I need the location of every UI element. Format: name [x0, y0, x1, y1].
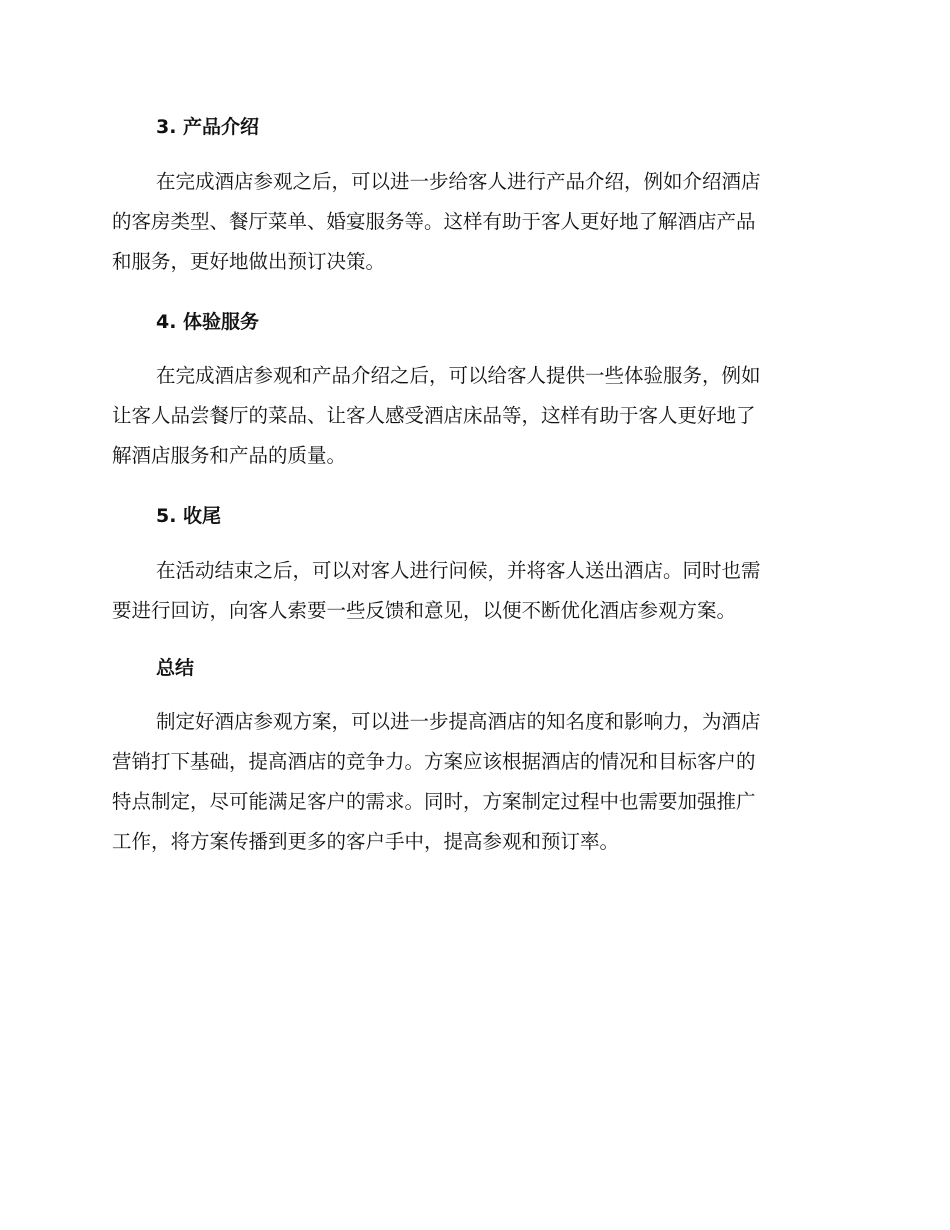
- paragraph-line: 的客房类型、餐厅菜单、婚宴服务等。这样有助于客人更好地了解酒店产品: [112, 210, 756, 233]
- paragraph-line: 在完成酒店参观之后，可以进一步给客人进行产品介绍，例如介绍酒店: [156, 170, 761, 193]
- section-paragraph-summary: [112, 702, 832, 862]
- paragraph-line: 要进行回访，向客人索要一些反馈和意见，以便不断优化酒店参观方案。: [112, 599, 737, 622]
- section-heading-product-intro: 3. 产品介绍: [156, 116, 260, 138]
- paragraph-line: 制定好酒店参观方案，可以进一步提高酒店的知名度和影响力，为酒店: [156, 710, 761, 733]
- paragraph-line: 工作，将方案传播到更多的客户手中，提高参观和预订率。: [112, 830, 620, 853]
- paragraph-line: 在活动结束之后，可以对客人进行问候，并将客人送出酒店。同时也需: [156, 559, 761, 582]
- paragraph-line: 在完成酒店参观和产品介绍之后，可以给客人提供一些体验服务，例如: [156, 364, 761, 387]
- section-heading-experience: 4. 体验服务: [156, 311, 260, 333]
- section-paragraph-product-intro: [112, 162, 832, 282]
- paragraph-line: 和服务，更好地做出预订决策。: [112, 250, 386, 273]
- paragraph-line: 特点制定，尽可能满足客户的需求。同时，方案制定过程中也需要加强推广: [112, 790, 756, 813]
- section-paragraph-experience: [112, 356, 832, 476]
- section-heading-closing: 5. 收尾: [156, 505, 222, 527]
- paragraph-line: 让客人品尝餐厅的菜品、让客人感受酒店床品等，这样有助于客人更好地了: [112, 404, 756, 427]
- section-paragraph-closing: [112, 551, 832, 631]
- paragraph-line: 营销打下基础，提高酒店的竞争力。方案应该根据酒店的情况和目标客户的: [112, 750, 756, 773]
- paragraph-line: 解酒店服务和产品的质量。: [112, 444, 347, 467]
- section-heading-summary: 总结: [156, 657, 195, 679]
